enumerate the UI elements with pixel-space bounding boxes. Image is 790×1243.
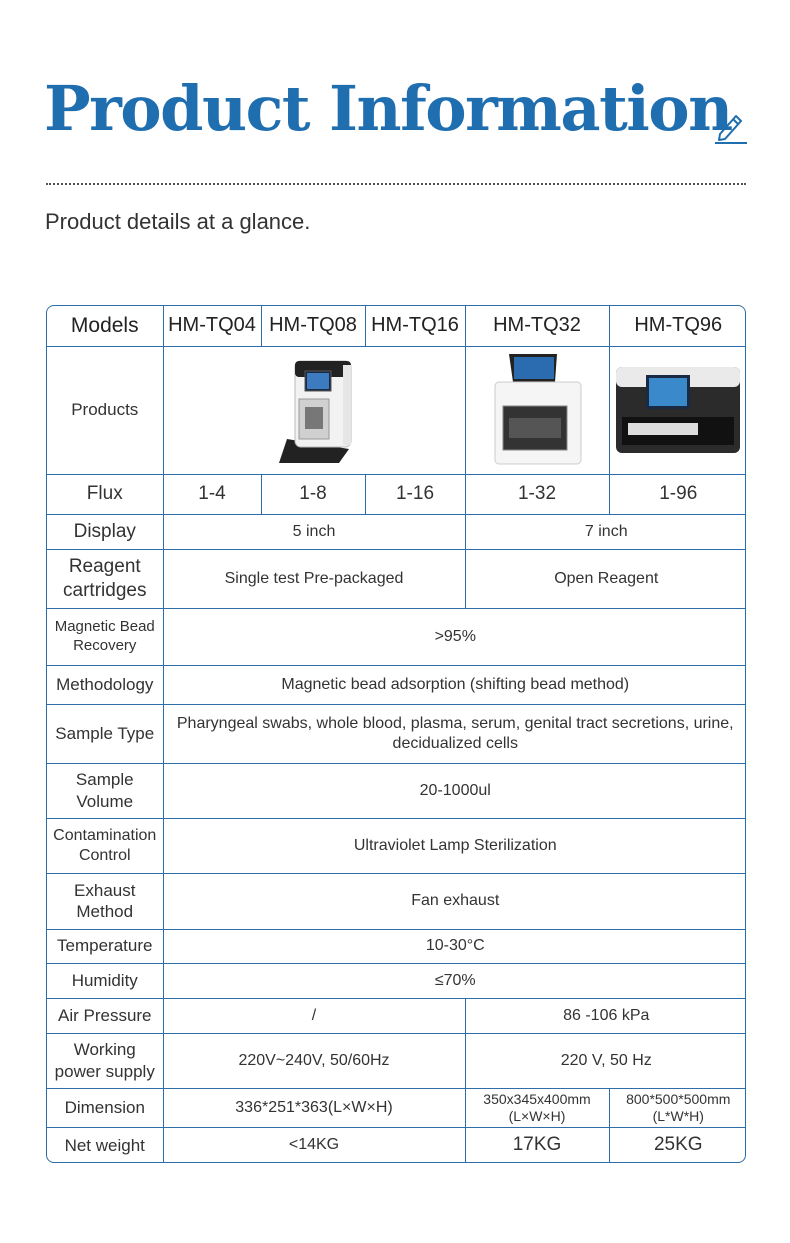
exhaust-row — [47, 873, 746, 929]
contamination-row — [47, 818, 746, 873]
air-pressure-small: / — [163, 998, 465, 1033]
sample-type-label: Sample Type — [47, 704, 163, 763]
models-label: Models — [47, 306, 163, 346]
instrument-tq32-image — [487, 354, 587, 466]
weight-label: Net weight — [47, 1127, 163, 1163]
contamination-label: Contamination Control — [47, 818, 163, 873]
flux-row — [47, 474, 746, 514]
exhaust-value: Fan exhaust — [163, 873, 746, 929]
bead-row — [47, 608, 746, 665]
model-hm-tq04: HM-TQ04 — [163, 306, 261, 346]
temperature-value: 10-30°C — [163, 929, 746, 963]
instrument-small-image — [259, 353, 369, 468]
model-hm-tq08: HM-TQ08 — [261, 306, 365, 346]
product-image-small-units — [163, 346, 465, 474]
temperature-label: Temperature — [47, 929, 163, 963]
products-row — [47, 346, 746, 474]
product-image-hm-tq96 — [609, 346, 746, 474]
contamination-value: Ultraviolet Lamp Sterilization — [163, 818, 746, 873]
humidity-row — [47, 963, 746, 998]
humidity-value: ≤70% — [163, 963, 746, 998]
temperature-row — [47, 929, 746, 963]
spec-table — [46, 305, 746, 1163]
methodology-label: Methodology — [47, 665, 163, 704]
bead-value: >95% — [163, 608, 746, 665]
dimension-hm-tq96: 800*500*500mm (L*W*H) — [609, 1088, 746, 1127]
weight-row — [47, 1127, 746, 1163]
air-pressure-large: 86 -106 kPa — [465, 998, 746, 1033]
methodology-value: Magnetic bead adsorption (shifting bead method) — [163, 665, 746, 704]
display-label: Display — [47, 514, 163, 549]
dimension-row — [47, 1088, 746, 1127]
power-large: 220 V, 50 Hz — [465, 1033, 746, 1088]
subtitle: Product details at a glance. — [45, 209, 311, 234]
exhaust-label: Exhaust Method — [47, 873, 163, 929]
dimension-label: Dimension — [47, 1088, 163, 1127]
products-label: Products — [47, 346, 163, 474]
power-small: 220V~240V, 50/60Hz — [163, 1033, 465, 1088]
dimension-hm-tq32: 350x345x400mm (L×W×H) — [465, 1088, 609, 1127]
model-hm-tq16: HM-TQ16 — [365, 306, 465, 346]
humidity-label: Humidity — [47, 963, 163, 998]
bead-label: Magnetic Bead Recovery — [47, 608, 163, 665]
model-hm-tq96: HM-TQ96 — [609, 306, 746, 346]
reagent-single-test: Single test Pre-packaged — [163, 549, 465, 608]
power-row — [47, 1033, 746, 1088]
pen-edit-icon — [712, 108, 748, 144]
air-pressure-row — [47, 998, 746, 1033]
sample-type-row — [47, 704, 746, 763]
model-hm-tq32: HM-TQ32 — [465, 306, 609, 346]
air-pressure-label: Air Pressure — [47, 998, 163, 1033]
flux-hm-tq04: 1-4 — [163, 474, 261, 514]
sample-volume-value: 20-1000ul — [163, 763, 746, 818]
display-7-inch: 7 inch — [465, 514, 746, 549]
dimension-small: 336*251*363(L×W×H) — [163, 1088, 465, 1127]
flux-label: Flux — [47, 474, 163, 514]
product-image-hm-tq32 — [465, 346, 609, 474]
reagent-row — [47, 549, 746, 608]
reagent-open: Open Reagent — [465, 549, 746, 608]
flux-hm-tq08: 1-8 — [261, 474, 365, 514]
dotted-divider — [46, 183, 746, 185]
reagent-label: Reagent cartridges — [47, 549, 163, 608]
power-label: Working power supply — [47, 1033, 163, 1088]
models-row — [47, 306, 746, 346]
display-row — [47, 514, 746, 549]
display-5-inch: 5 inch — [163, 514, 465, 549]
flux-hm-tq16: 1-16 — [365, 474, 465, 514]
sample-type-value: Pharyngeal swabs, whole blood, plasma, serum, genital tract secretions, urine, decidualized cells — [163, 704, 746, 763]
weight-small: <14KG — [163, 1127, 465, 1163]
weight-hm-tq32: 17KG — [465, 1127, 609, 1163]
sample-volume-row — [47, 763, 746, 818]
flux-hm-tq32: 1-32 — [465, 474, 609, 514]
flux-hm-tq96: 1-96 — [609, 474, 746, 514]
weight-hm-tq96: 25KG — [609, 1127, 746, 1163]
sample-volume-label: Sample Volume — [47, 763, 163, 818]
methodology-row — [47, 665, 746, 704]
page-title: Product Information — [44, 72, 732, 145]
instrument-tq96-image — [614, 365, 742, 455]
